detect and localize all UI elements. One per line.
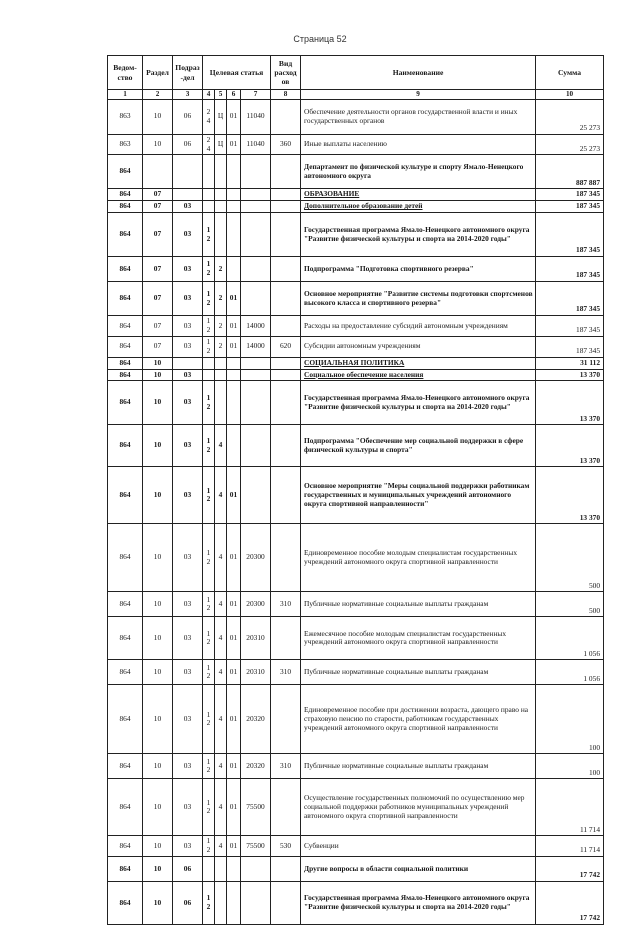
code-cell: 07 (143, 336, 173, 357)
code-cell: 01 (227, 524, 241, 592)
code-cell: 03 (173, 425, 203, 467)
code-cell: 12 (203, 467, 215, 524)
code-cell: 06 (173, 882, 203, 925)
code-cell: 2 (215, 257, 227, 282)
col-number: 8 (271, 90, 301, 100)
amount-cell: 11 714 (536, 836, 604, 857)
col-number: 6 (227, 90, 241, 100)
code-cell (241, 155, 271, 189)
table-row (108, 381, 604, 425)
code-cell: 07 (143, 201, 173, 213)
expense-name-cell: Ежемесячное пособие молодым специалистам государственных учреждений автономного округа спортивной направленности (301, 617, 536, 660)
amount-cell: 31 112 (536, 357, 604, 369)
code-cell: 07 (143, 213, 173, 257)
amount-cell: 13 370 (536, 467, 604, 524)
code-cell (215, 357, 227, 369)
expense-name-cell: Субсидии автономным учреждениям (301, 336, 536, 357)
expense-name-cell: Публичные нормативные социальные выплаты гражданам (301, 592, 536, 617)
code-cell (271, 467, 301, 524)
table-header-row (108, 56, 604, 90)
code-cell (241, 189, 271, 201)
table-row (108, 369, 604, 381)
code-cell: 12 (203, 836, 215, 857)
code-cell (227, 425, 241, 467)
expense-name-cell: Государственная программа Ямало-Ненецкого автономного округа "Развитие физической культуры и спорта на 2014-2020 годы" (301, 381, 536, 425)
code-cell (271, 201, 301, 213)
code-cell (271, 882, 301, 925)
code-cell: 10 (143, 779, 173, 836)
col-header-celevaya: Целевая статья (203, 56, 271, 90)
code-cell: 10 (143, 357, 173, 369)
code-cell: 864 (108, 369, 143, 381)
code-cell (271, 381, 301, 425)
table-row (108, 336, 604, 357)
code-cell: 01 (227, 336, 241, 357)
code-cell: 4 (215, 836, 227, 857)
amount-cell: 187 345 (536, 257, 604, 282)
code-cell: 01 (227, 685, 241, 754)
amount-cell: 17 742 (536, 882, 604, 925)
amount-cell: 1 056 (536, 617, 604, 660)
code-cell: 864 (108, 592, 143, 617)
code-cell (203, 857, 215, 882)
amount-cell: 13 370 (536, 425, 604, 467)
col-number: 10 (536, 90, 604, 100)
code-cell (241, 857, 271, 882)
table-row (108, 134, 604, 155)
expense-name-cell: Государственная программа Ямало-Ненецкого автономного округа "Развитие физической культуры и спорта на 2014-2020 годы" (301, 882, 536, 925)
code-cell (271, 155, 301, 189)
code-cell: 4 (215, 592, 227, 617)
code-cell (271, 369, 301, 381)
code-cell: 864 (108, 155, 143, 189)
code-cell (227, 857, 241, 882)
table-row (108, 660, 604, 685)
code-cell: 75500 (241, 836, 271, 857)
amount-cell: 13 370 (536, 381, 604, 425)
col-header-vedomstvo: Ведом-ство (108, 56, 143, 90)
code-cell (271, 189, 301, 201)
code-cell: 864 (108, 524, 143, 592)
code-cell: 4 (215, 660, 227, 685)
code-cell: 864 (108, 617, 143, 660)
col-header-razdel: Раздел (143, 56, 173, 90)
code-cell (241, 282, 271, 316)
code-cell: 12 (203, 592, 215, 617)
expense-name-cell: Публичные нормативные социальные выплаты гражданам (301, 754, 536, 779)
code-cell: 01 (227, 282, 241, 316)
table-row (108, 316, 604, 337)
code-cell: 03 (173, 836, 203, 857)
code-cell: 20320 (241, 754, 271, 779)
amount-cell: 17 742 (536, 857, 604, 882)
code-cell (215, 381, 227, 425)
code-cell: 12 (203, 257, 215, 282)
code-cell: 06 (173, 857, 203, 882)
amount-cell: 13 370 (536, 369, 604, 381)
code-cell: 06 (173, 99, 203, 134)
code-cell: 01 (227, 467, 241, 524)
expense-name-cell: Публичные нормативные социальные выплаты гражданам (301, 660, 536, 685)
code-cell: 20310 (241, 617, 271, 660)
code-cell (203, 155, 215, 189)
amount-cell: 100 (536, 685, 604, 754)
expense-name-cell: Субвенции (301, 836, 536, 857)
code-cell: 03 (173, 257, 203, 282)
table-row (108, 282, 604, 316)
code-cell: 01 (227, 660, 241, 685)
expense-name-cell: Единовременное пособие при достижении возраста, дающего право на страховую пенсию по старости, работникам государственных учреждений автономного округа спортивной направленности (301, 685, 536, 754)
code-cell: 864 (108, 685, 143, 754)
table-row (108, 357, 604, 369)
code-cell (173, 189, 203, 201)
code-cell: 10 (143, 467, 173, 524)
amount-cell: 187 345 (536, 336, 604, 357)
code-cell: 03 (173, 660, 203, 685)
code-cell: 03 (173, 754, 203, 779)
table-row (108, 685, 604, 754)
code-cell: 10 (143, 134, 173, 155)
expense-name-cell: Основное мероприятие "Меры социальной поддержки работникам государственных и муниципальных учреждений автономного округа спортивной направленности" (301, 467, 536, 524)
code-cell (143, 155, 173, 189)
code-cell: 07 (143, 257, 173, 282)
table-row (108, 836, 604, 857)
amount-cell: 187 345 (536, 189, 604, 201)
code-cell: 03 (173, 685, 203, 754)
expense-name-cell: Подпрограмма "Подготовка спортивного резерва" (301, 257, 536, 282)
code-cell: 20300 (241, 524, 271, 592)
expense-name-cell: Расходы на предоставление субсидий автономным учреждениям (301, 316, 536, 337)
col-number: 5 (215, 90, 227, 100)
code-cell (271, 524, 301, 592)
code-cell: 10 (143, 425, 173, 467)
code-cell: 07 (143, 316, 173, 337)
code-cell: 10 (143, 381, 173, 425)
code-cell: 360 (271, 134, 301, 155)
amount-cell: 500 (536, 592, 604, 617)
amount-cell: 1 056 (536, 660, 604, 685)
code-cell (241, 425, 271, 467)
table-row (108, 257, 604, 282)
code-cell (271, 617, 301, 660)
code-cell (241, 381, 271, 425)
code-cell (215, 189, 227, 201)
table-row (108, 201, 604, 213)
code-cell (271, 99, 301, 134)
code-cell: 10 (143, 592, 173, 617)
code-cell: 12 (203, 316, 215, 337)
code-cell: 07 (143, 282, 173, 316)
code-cell (241, 369, 271, 381)
budget-table (107, 55, 604, 925)
expense-name-cell: Департамент по физической культуре и спорту Ямало-Ненецкого автономного округа (301, 155, 536, 189)
col-header-sum: Сумма (536, 56, 604, 90)
code-cell: Ц (215, 134, 227, 155)
code-cell: 01 (227, 134, 241, 155)
code-cell: 01 (227, 617, 241, 660)
code-cell: 10 (143, 882, 173, 925)
code-cell: 530 (271, 836, 301, 857)
code-cell: 620 (271, 336, 301, 357)
code-cell: 11040 (241, 134, 271, 155)
code-cell: 01 (227, 836, 241, 857)
table-row (108, 857, 604, 882)
code-cell (215, 201, 227, 213)
code-cell: 12 (203, 425, 215, 467)
code-cell (241, 201, 271, 213)
col-header-podrazdel: Подраз-дел (173, 56, 203, 90)
code-cell: 10 (143, 660, 173, 685)
code-cell (227, 882, 241, 925)
table-row (108, 425, 604, 467)
code-cell: 864 (108, 836, 143, 857)
col-header-name: Наименование (301, 56, 536, 90)
code-cell: 4 (215, 467, 227, 524)
code-cell: 12 (203, 381, 215, 425)
code-cell (227, 213, 241, 257)
code-cell: 310 (271, 660, 301, 685)
code-cell: 03 (173, 369, 203, 381)
code-cell (173, 155, 203, 189)
code-cell: 863 (108, 99, 143, 134)
code-cell: 12 (203, 282, 215, 316)
table-row (108, 99, 604, 134)
col-number: 4 (203, 90, 215, 100)
code-cell (227, 189, 241, 201)
code-cell (241, 882, 271, 925)
code-cell (271, 685, 301, 754)
code-cell (227, 381, 241, 425)
code-cell: 4 (215, 685, 227, 754)
table-row (108, 592, 604, 617)
column-number-row (108, 90, 604, 100)
code-cell: 864 (108, 257, 143, 282)
amount-cell: 25 273 (536, 99, 604, 134)
code-cell: 10 (143, 836, 173, 857)
table-row (108, 754, 604, 779)
code-cell: 864 (108, 213, 143, 257)
code-cell: 20300 (241, 592, 271, 617)
code-cell: 10 (143, 369, 173, 381)
expense-name-cell: Подпрограмма "Обеспечение мер социальной поддержки в сфере физической культуры и спорта" (301, 425, 536, 467)
code-cell: 03 (173, 617, 203, 660)
code-cell: 864 (108, 882, 143, 925)
code-cell: 03 (173, 336, 203, 357)
code-cell: 310 (271, 754, 301, 779)
code-cell: 10 (143, 754, 173, 779)
code-cell: 20320 (241, 685, 271, 754)
code-cell: 864 (108, 282, 143, 316)
code-cell (271, 282, 301, 316)
code-cell (215, 857, 227, 882)
col-number: 1 (108, 90, 143, 100)
col-header-vid: Вид расходов (271, 56, 301, 90)
table-row (108, 524, 604, 592)
expense-name-cell: Основное мероприятие "Развитие системы подготовки спортсменов высокого класса и спортивного резерва" (301, 282, 536, 316)
code-cell: 12 (203, 754, 215, 779)
code-cell: 10 (143, 524, 173, 592)
code-cell: 310 (271, 592, 301, 617)
code-cell: 01 (227, 99, 241, 134)
amount-cell: 187 345 (536, 201, 604, 213)
code-cell (203, 189, 215, 201)
code-cell: 14000 (241, 316, 271, 337)
code-cell: 11040 (241, 99, 271, 134)
expense-name-cell: Дополнительное образование детей (301, 201, 536, 213)
code-cell (271, 316, 301, 337)
code-cell (271, 357, 301, 369)
expense-name-cell: Обеспечение деятельности органов государственной власти и иных государственных органов (301, 99, 536, 134)
expense-name-cell: Осуществление государственных полномочий по осуществлению мер социальной поддержки работников муниципальных учреждений автономного округа спортивной направленности (301, 779, 536, 836)
code-cell (241, 257, 271, 282)
code-cell: 12 (203, 685, 215, 754)
code-cell (215, 882, 227, 925)
code-cell: 12 (203, 882, 215, 925)
code-cell (227, 369, 241, 381)
code-cell (271, 857, 301, 882)
code-cell: 12 (203, 779, 215, 836)
code-cell: 864 (108, 467, 143, 524)
code-cell: 03 (173, 282, 203, 316)
code-cell: 07 (143, 189, 173, 201)
col-number: 2 (143, 90, 173, 100)
code-cell: 24 (203, 99, 215, 134)
table-row (108, 213, 604, 257)
code-cell: 864 (108, 425, 143, 467)
code-cell: 4 (215, 779, 227, 836)
code-cell: 01 (227, 316, 241, 337)
expense-name-cell: СОЦИАЛЬНАЯ ПОЛИТИКА (301, 357, 536, 369)
table-row (108, 155, 604, 189)
code-cell: 10 (143, 617, 173, 660)
code-cell: 03 (173, 201, 203, 213)
expense-name-cell: Государственная программа Ямало-Ненецкого автономного округа "Развитие физической культуры и спорта на 2014-2020 годы" (301, 213, 536, 257)
table-row (108, 189, 604, 201)
code-cell: 864 (108, 381, 143, 425)
code-cell: 864 (108, 754, 143, 779)
code-cell (215, 369, 227, 381)
code-cell: 03 (173, 381, 203, 425)
expense-name-cell: Единовременное пособие молодым специалистам государственных учреждений автономного округа спортивной направленности (301, 524, 536, 592)
amount-cell: 25 273 (536, 134, 604, 155)
code-cell (271, 425, 301, 467)
code-cell: 12 (203, 617, 215, 660)
code-cell: 03 (173, 524, 203, 592)
code-cell: 4 (215, 754, 227, 779)
code-cell (215, 213, 227, 257)
code-cell: 03 (173, 779, 203, 836)
code-cell: 75500 (241, 779, 271, 836)
code-cell: 4 (215, 617, 227, 660)
amount-cell: 187 345 (536, 282, 604, 316)
code-cell: 01 (227, 754, 241, 779)
code-cell: 10 (143, 857, 173, 882)
code-cell (173, 357, 203, 369)
code-cell: 864 (108, 779, 143, 836)
expense-name-cell: ОБРАЗОВАНИЕ (301, 189, 536, 201)
col-number: 3 (173, 90, 203, 100)
amount-cell: 187 345 (536, 213, 604, 257)
expense-name-cell: Другие вопросы в области социальной политики (301, 857, 536, 882)
code-cell: 01 (227, 779, 241, 836)
code-cell (203, 201, 215, 213)
code-cell: 4 (215, 425, 227, 467)
amount-cell: 500 (536, 524, 604, 592)
code-cell: 01 (227, 592, 241, 617)
code-cell: 864 (108, 201, 143, 213)
code-cell (227, 357, 241, 369)
code-cell: 20310 (241, 660, 271, 685)
code-cell (227, 257, 241, 282)
code-cell (227, 155, 241, 189)
table-row (108, 779, 604, 836)
page-number-label: Страница 52 (293, 34, 347, 44)
code-cell: 03 (173, 316, 203, 337)
code-cell: 864 (108, 660, 143, 685)
amount-cell: 887 887 (536, 155, 604, 189)
code-cell: 864 (108, 857, 143, 882)
code-cell (241, 467, 271, 524)
amount-cell: 100 (536, 754, 604, 779)
code-cell: 03 (173, 592, 203, 617)
code-cell: 10 (143, 99, 173, 134)
code-cell: 4 (215, 524, 227, 592)
expense-name-cell: Иные выплаты населению (301, 134, 536, 155)
code-cell: 2 (215, 336, 227, 357)
code-cell (203, 357, 215, 369)
code-cell (203, 369, 215, 381)
table-body (108, 99, 604, 925)
code-cell: 12 (203, 660, 215, 685)
amount-cell: 11 714 (536, 779, 604, 836)
code-cell (241, 213, 271, 257)
code-cell: 24 (203, 134, 215, 155)
code-cell: 12 (203, 213, 215, 257)
table-row (108, 467, 604, 524)
code-cell: Ц (215, 99, 227, 134)
table-row (108, 617, 604, 660)
code-cell: 10 (143, 685, 173, 754)
code-cell (271, 779, 301, 836)
code-cell: 864 (108, 357, 143, 369)
col-number: 7 (241, 90, 271, 100)
code-cell (271, 257, 301, 282)
col-number: 9 (301, 90, 536, 100)
code-cell: 14000 (241, 336, 271, 357)
code-cell: 03 (173, 467, 203, 524)
expense-name-cell: Социальное обеспечение населения (301, 369, 536, 381)
code-cell (227, 201, 241, 213)
code-cell: 12 (203, 336, 215, 357)
code-cell: 864 (108, 316, 143, 337)
code-cell: 2 (215, 316, 227, 337)
code-cell: 863 (108, 134, 143, 155)
code-cell (241, 357, 271, 369)
code-cell: 864 (108, 189, 143, 201)
code-cell: 864 (108, 336, 143, 357)
code-cell: 2 (215, 282, 227, 316)
amount-cell: 187 345 (536, 316, 604, 337)
code-cell (271, 213, 301, 257)
table-row (108, 882, 604, 925)
code-cell (215, 155, 227, 189)
code-cell: 06 (173, 134, 203, 155)
code-cell: 03 (173, 213, 203, 257)
code-cell: 12 (203, 524, 215, 592)
